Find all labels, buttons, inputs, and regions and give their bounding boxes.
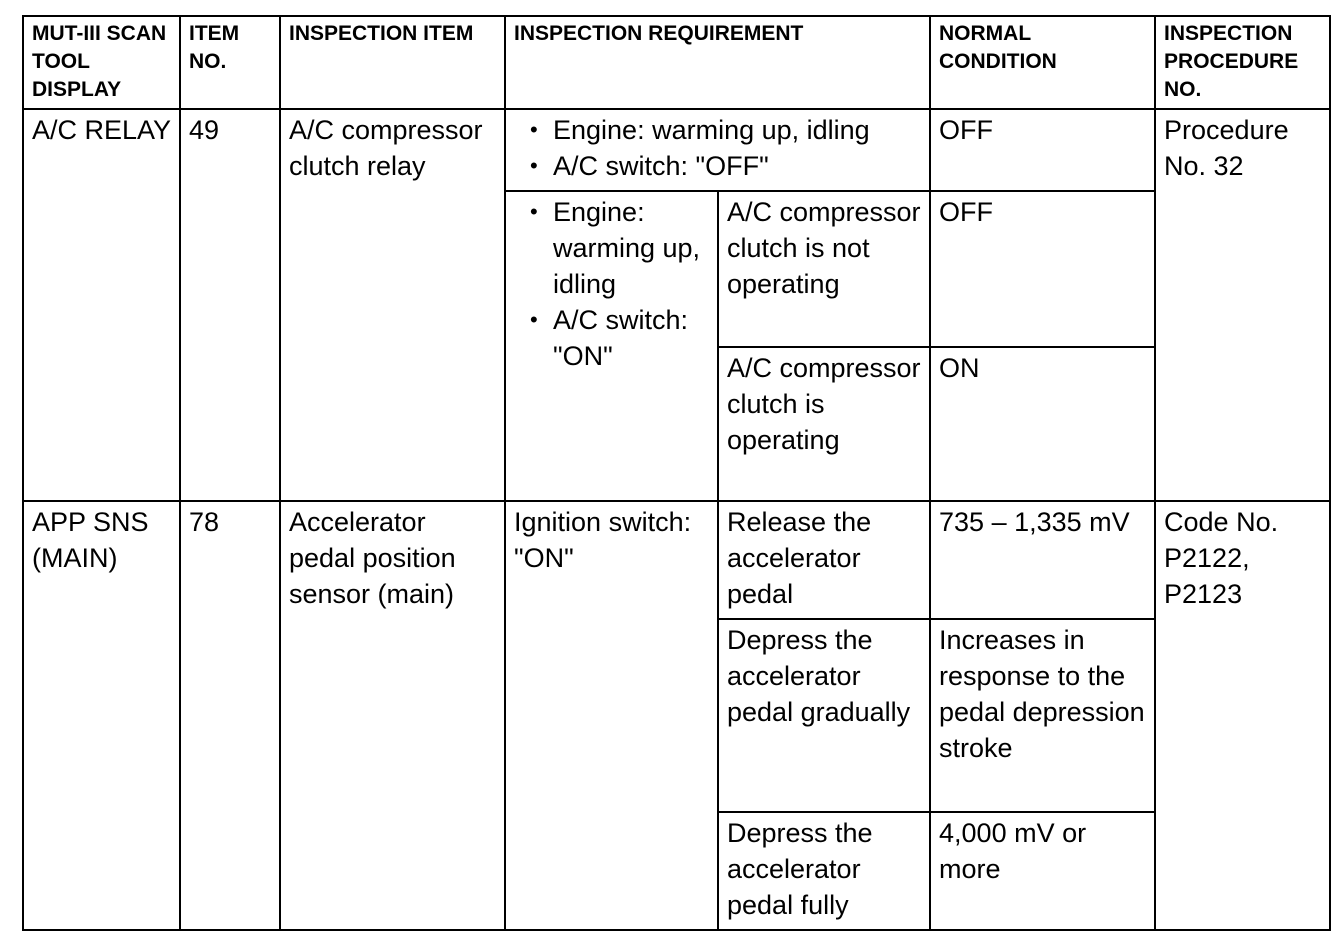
requirement-text: • Engine: warming up, idling xyxy=(553,197,701,299)
header-procedure-no: INSPECTION PROCEDURE NO. xyxy=(1155,16,1330,109)
list-item xyxy=(538,194,711,302)
requirement-list xyxy=(514,112,923,184)
header-normal-condition: NORMAL CONDITION xyxy=(930,16,1155,109)
ac-relay-sub-normal-1: OFF xyxy=(930,191,1155,347)
app-sns-sub-condition-2: Depress the accelerator pedal gradually xyxy=(718,619,930,812)
app-sns-display: APP SNS (MAIN) xyxy=(23,501,180,930)
ac-relay-requirement-1 xyxy=(505,109,930,191)
app-sns-sub-normal-1: 735 – 1,335 mV xyxy=(930,501,1155,619)
ac-relay-sub-condition-2: A/C compressor clutch is operating xyxy=(718,347,930,501)
app-sns-item-no: 78 xyxy=(180,501,280,930)
ac-relay-requirement-2 xyxy=(505,191,718,501)
ac-relay-item-no: 49 xyxy=(180,109,280,501)
ac-relay-display: A/C RELAY xyxy=(23,109,180,501)
app-sns-sub-condition-3: Depress the accelerator pedal fully xyxy=(718,812,930,930)
requirement-text: • Engine: warming up, idling xyxy=(553,115,870,145)
app-sns-sub-condition-1: Release the accelerator pedal xyxy=(718,501,930,619)
table-row xyxy=(23,501,1330,619)
header-item-no: ITEM NO. xyxy=(180,16,280,109)
header-inspection-requirement: INSPECTION REQUIREMENT xyxy=(505,16,930,109)
list-item xyxy=(538,112,923,148)
ac-relay-sub-normal-2: ON xyxy=(930,347,1155,501)
app-sns-procedure: Code No. P2122, P2123 xyxy=(1155,501,1330,930)
inspection-table xyxy=(22,15,1331,931)
app-sns-requirement: Ignition switch: "ON" xyxy=(505,501,718,930)
list-item xyxy=(538,148,923,184)
ac-relay-sub-condition-1: A/C compressor clutch is not operating xyxy=(718,191,930,347)
requirement-text: • A/C switch: "OFF" xyxy=(553,151,769,181)
requirement-list xyxy=(514,194,711,374)
header-inspection-item: INSPECTION ITEM xyxy=(280,16,505,109)
list-item xyxy=(538,302,711,374)
requirement-text: • A/C switch: "ON" xyxy=(553,305,689,371)
header-display: MUT-III SCAN TOOL DISPLAY xyxy=(23,16,180,109)
ac-relay-procedure: Procedure No. 32 xyxy=(1155,109,1330,501)
app-sns-inspection-item: Accelerator pedal position sensor (main) xyxy=(280,501,505,930)
table-row xyxy=(23,109,1330,191)
ac-relay-inspection-item: A/C compressor clutch relay xyxy=(280,109,505,501)
app-sns-sub-normal-2: Increases in response to the pedal depression stroke xyxy=(930,619,1155,812)
ac-relay-normal-1: OFF xyxy=(930,109,1155,191)
header-row xyxy=(23,16,1330,109)
app-sns-sub-normal-3: 4,000 mV or more xyxy=(930,812,1155,930)
